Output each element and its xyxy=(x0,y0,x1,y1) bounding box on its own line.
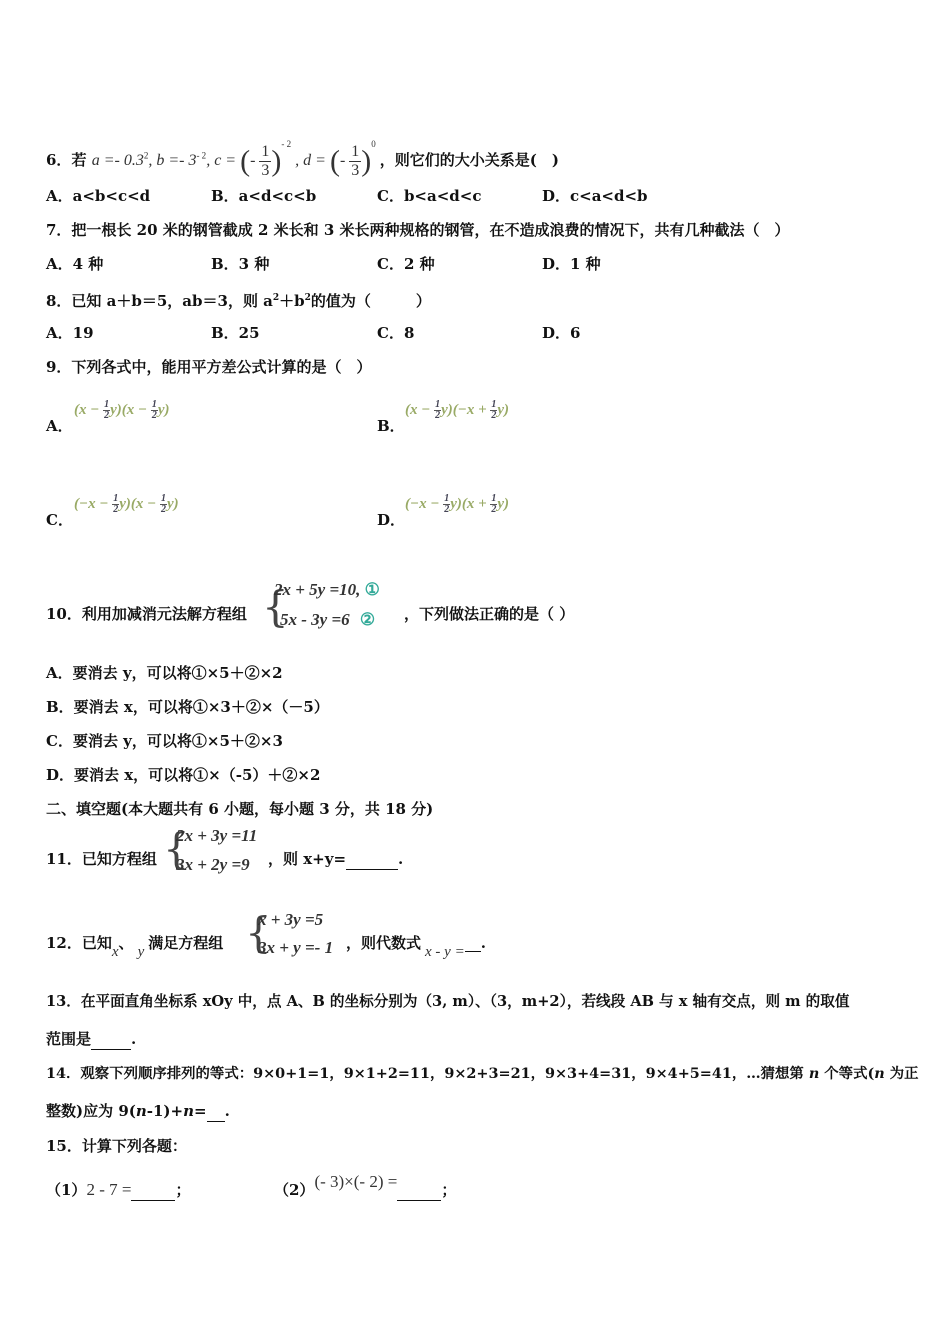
q13-end: . xyxy=(131,1030,137,1048)
q9-c-part2: y)(x − xyxy=(119,496,157,512)
q12-expr: x - y = xyxy=(425,944,465,960)
q11-end: . xyxy=(398,850,404,868)
q6-paren-open: ( xyxy=(240,144,251,178)
q10-mark2: ② xyxy=(359,610,376,629)
q8-option-c: C．8 xyxy=(377,324,415,342)
q6-expr-a: a =- 0.3 xyxy=(91,152,144,169)
q10-suffix: ，下列做法正确的是（ ） xyxy=(404,605,575,623)
q11-prefix: 11．已知方程组 xyxy=(46,850,157,868)
q6-expr-c: , c = xyxy=(206,152,237,169)
q14-line-1a: 14．观察下列顺序排列的等式：9×0+1=1，9×1+2=11，9×2+3=21，9×3+4=31，9×4+5=41，…猜想第 xyxy=(46,1065,809,1082)
q10-option-d: D．要消去 x，可以将①×（-5）＋②×2 xyxy=(46,766,321,784)
q9-option-b-label: B． xyxy=(377,417,405,435)
q10-option-a: A．要消去 y，可以将①×5＋②×2 xyxy=(46,664,283,682)
q9-d-part2: y)(x + xyxy=(450,496,487,512)
q6-number: 6． xyxy=(46,151,72,169)
q6-fraction-d: $\frac{1}{3}$ xyxy=(351,142,360,179)
q9-option-c-label: C． xyxy=(46,511,73,529)
q15-p1-label: （1） xyxy=(46,1181,87,1199)
q14-line-2c: = xyxy=(194,1102,207,1120)
q9-option-a-label: A． xyxy=(46,417,73,435)
q6-paren-close-d: ) xyxy=(361,144,372,178)
q12-eq1: x + 3y =5 xyxy=(258,910,324,929)
q10-brace: { xyxy=(262,582,289,631)
q6-exp-c: - 2 xyxy=(281,139,292,149)
q12-var-y: y xyxy=(137,944,145,960)
q11-answer-line xyxy=(268,849,403,870)
q14-line-2a: 整数)应为 9( xyxy=(46,1102,136,1120)
q14-line-1c: 为正 xyxy=(884,1065,919,1082)
q14-line-2b: -1)+ xyxy=(146,1102,184,1120)
q6-minus-c: - xyxy=(250,152,256,169)
q13-line-2 xyxy=(46,1029,136,1050)
q14-line-2 xyxy=(46,1101,230,1122)
q8-sup-2: 2 xyxy=(304,293,311,303)
q6-exp-d: 0 xyxy=(371,139,376,149)
q13-line-1: 13．在平面直角坐标系 xOy 中，点 A、B 的坐标分别为（3, m）、（3，m+2），若线段 AB 与 x 轴有交点，则 m 的取值 xyxy=(46,993,850,1010)
q15-part-2 xyxy=(274,1172,457,1201)
q15-p2-blank[interactable] xyxy=(397,1180,441,1201)
q6-expr-b: , b =- 3 xyxy=(148,152,197,169)
q9-c-half-1: $\frac{1}{2}$ xyxy=(113,493,119,516)
q6-minus-d: - xyxy=(339,152,346,169)
q12-eq2: 3x + y =- 1 xyxy=(258,938,334,957)
q9-option-c-formula xyxy=(74,494,179,515)
q6-expr-d: , d = xyxy=(295,152,326,169)
q13-answer-blank[interactable] xyxy=(91,1029,131,1050)
q10-prefix: 10．利用加减消元法解方程组 xyxy=(46,605,247,623)
q14-n-3: n xyxy=(135,1102,147,1120)
q12-suffix: ，则代数式 xyxy=(346,934,422,952)
q13-line-2-text: 范围是 xyxy=(46,1030,92,1048)
q9-d-part3: y) xyxy=(497,496,510,512)
q9-b-half-2: $\frac{1}{2}$ xyxy=(491,399,497,422)
q9-text: 9．下列各式中，能用平方差公式计算的是（ ） xyxy=(46,358,372,376)
q12-brace: { xyxy=(245,908,272,957)
q15-text: 15．计算下列各题： xyxy=(46,1137,187,1155)
q15-p1-end: ； xyxy=(175,1181,191,1199)
q9-a-part1: (x − xyxy=(74,402,100,418)
q9-a-part3: y) xyxy=(157,402,170,418)
q6-option-b: B．a<d<c<b xyxy=(211,187,317,205)
q12-sep: 、 xyxy=(118,934,134,952)
q14-answer-blank[interactable] xyxy=(207,1101,225,1122)
q6-paren-open-d: ( xyxy=(329,144,340,178)
q12-answer-line xyxy=(346,933,486,960)
q8-option-a: A．19 xyxy=(46,324,94,342)
q11-eq1: 2x + 3y =11 xyxy=(176,826,258,845)
q8-option-b: B．25 xyxy=(211,324,260,342)
q10-eq2-text: 5x - 3y =6 xyxy=(280,610,350,629)
q8-text-c: 的值为（ ） xyxy=(310,292,431,310)
q14-n-2: n xyxy=(874,1065,885,1082)
q11-answer-blank[interactable] xyxy=(346,849,398,870)
q11-eq2: 3x + 2y =9 xyxy=(176,855,250,874)
q15-p2-end: ； xyxy=(441,1181,457,1199)
q9-b-part1: (x − xyxy=(405,402,431,418)
q12-mid: 满足方程组 xyxy=(148,934,224,952)
q10-option-b: B．要消去 x，可以将①×3＋②×（－5） xyxy=(46,698,329,716)
q6-paren-close: ) xyxy=(271,144,282,178)
q10-eq1 xyxy=(274,580,380,600)
q15-part-1 xyxy=(46,1180,190,1201)
q6-line xyxy=(46,124,559,179)
q9-c-part1: (−x − xyxy=(74,496,109,512)
q15-p1-expr: 2 - 7 = xyxy=(86,1180,132,1199)
q9-option-d-formula xyxy=(405,494,509,515)
q8-text xyxy=(46,288,431,311)
q9-option-b-formula xyxy=(405,400,509,421)
q7-option-c: C．2 种 xyxy=(377,255,435,273)
q11-brace: { xyxy=(163,824,190,873)
q9-a-half-2: $\frac{1}{2}$ xyxy=(151,399,157,422)
q15-p2-expr: (- 3)×(- 2) = xyxy=(314,1172,398,1191)
q14-line-1 xyxy=(46,1064,919,1084)
q10-eq2 xyxy=(280,610,375,630)
q6-option-a: A．a<b<c<d xyxy=(46,187,151,205)
q6-prefix: 若 xyxy=(71,151,87,169)
q6-option-c: C．b<a<d<c xyxy=(377,187,482,205)
q11-suffix: ，则 x+y= xyxy=(268,850,347,868)
q7-option-b: B．3 种 xyxy=(211,255,270,273)
q9-d-half-2: $\frac{1}{2}$ xyxy=(491,493,497,516)
q6-exp-a: 2 xyxy=(143,150,149,161)
section-2-heading: 二、填空题(本大题共有 6 小题，每小题 3 分，共 18 分) xyxy=(46,800,434,818)
q9-b-half-1: $\frac{1}{2}$ xyxy=(435,399,441,422)
q6-suffix: ，则它们的大小关系是( ) xyxy=(379,151,559,169)
q9-option-d-label: D． xyxy=(377,511,406,529)
q8-text-a: 8．已知 a＋b＝5，ab＝3，则 a xyxy=(46,292,273,310)
q9-c-part3: y) xyxy=(166,496,179,512)
q12-var-x: x xyxy=(111,944,119,960)
q9-a-part2: y)(x − xyxy=(110,402,148,418)
q10-option-c: C．要消去 y，可以将①×5＋②×3 xyxy=(46,732,283,750)
q9-d-part1: (−x − xyxy=(405,496,440,512)
q14-line-1b: 个等式( xyxy=(819,1065,875,1082)
q14-n-4: n xyxy=(183,1102,194,1120)
q9-option-a-formula xyxy=(74,400,170,421)
q8-sup-1: 2 xyxy=(272,293,280,303)
q8-text-b: ＋b xyxy=(279,292,305,310)
q6-fraction-c: $\frac{1}{3}$ xyxy=(261,142,270,179)
q15-p1-blank[interactable] xyxy=(131,1180,175,1201)
q10-mark1: ① xyxy=(364,580,380,599)
q6-formula xyxy=(91,139,380,179)
q7-text: 7．把一根长 20 米的钢管截成 2 米长和 3 米长两种规格的钢管，在不造成浪费的情况下，共有几种截法（ ） xyxy=(46,221,790,239)
q12-end: . xyxy=(480,934,486,952)
q14-n-1: n xyxy=(808,1065,820,1082)
q12-answer-blank[interactable] xyxy=(465,931,481,952)
q9-b-part3: y) xyxy=(497,402,510,418)
q12-prefix xyxy=(46,933,224,960)
q15-p2-label: （2） xyxy=(274,1181,315,1199)
q9-b-part2: y)(−x + xyxy=(441,402,487,418)
q6-exp-b: - 2 xyxy=(196,150,207,161)
q9-d-half-1: $\frac{1}{2}$ xyxy=(444,493,450,516)
q14-end: . xyxy=(224,1102,230,1120)
q9-a-half-1: $\frac{1}{2}$ xyxy=(104,399,110,422)
q7-option-a: A．4 种 xyxy=(46,255,104,273)
q9-c-half-2: $\frac{1}{2}$ xyxy=(160,493,166,516)
q6-option-d: D．c<a<d<b xyxy=(542,187,648,205)
q7-option-d: D．1 种 xyxy=(542,255,601,273)
q10-eq1-text: 2x + 5y =10, xyxy=(274,580,361,599)
q12-prefix-text: 12．已知 xyxy=(46,934,112,952)
q8-option-d: D．6 xyxy=(542,324,581,342)
